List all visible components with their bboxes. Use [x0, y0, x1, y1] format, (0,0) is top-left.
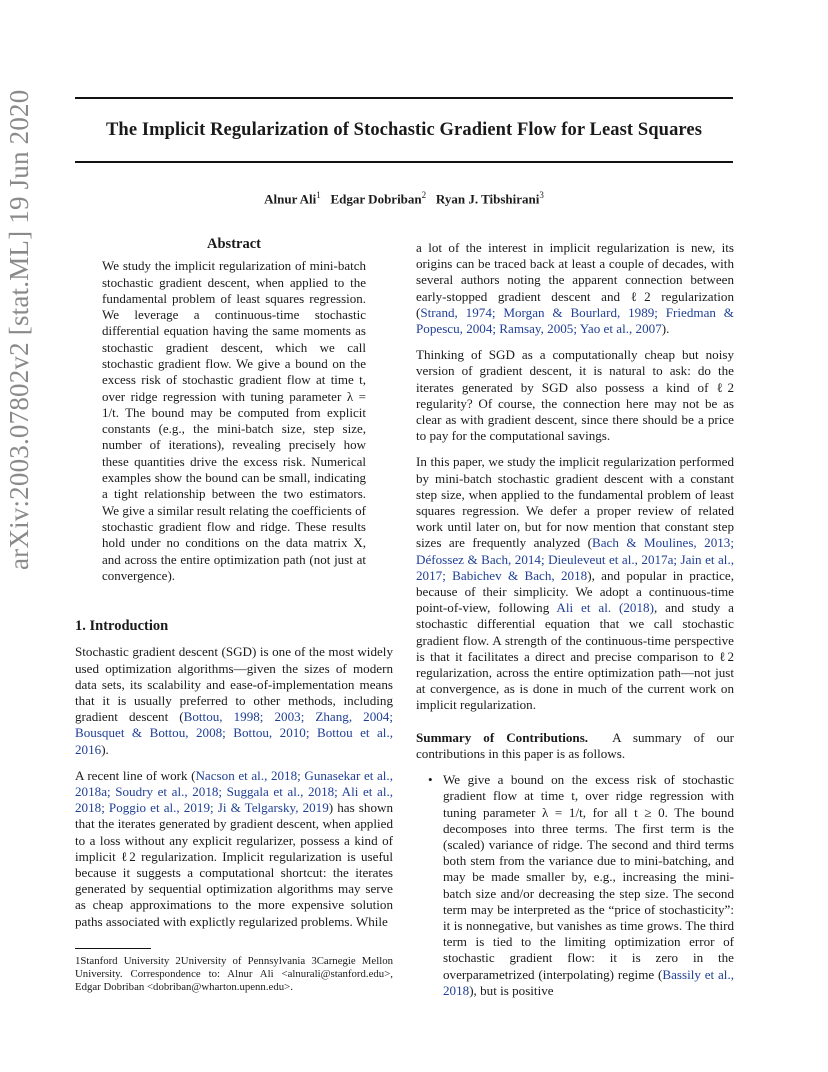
citation-link[interactable]: Strand, 1974; Morgan & Bourlard, 1989; Friedman & Popescu, 2004; Ramsay, 2005; Yao et al., 2007 — [416, 304, 734, 337]
body-paragraph: In this paper, we study the implicit regularization performed by mini-batch stochastic gradient descent with a constant step size, when applied to the fundamental problem of least squares regression. We defer a proper review of related work until later on, but for now mention that constant step sizes are frequently analyzed (Bach & Moulines, 2013; Défossez & Bach, 2014; Dieuleveut et al., 2017a; Jain et al., 2017; Babichev & Bach, 2018), and popular in practice, because of their simplicity. We adopt a continuous-time point-of-view, following Ali et al. (2018), and study a stochastic differential equation that we call stochastic gradient flow. A strength of the continuous-time perspective is that it facilitates a direct and precise comparison to ℓ2 regularization, across the entire optimization path—not just at convergence, as is done in much of the current work on implicit regularization. — [416, 454, 734, 713]
citation-link[interactable]: Ali et al. (2018) — [556, 600, 654, 616]
arxiv-stamp: arXiv:2003.07802v2 [stat.ML] 19 Jun 2020 — [4, 89, 34, 570]
list-item: • We give a bound on the excess risk of stochastic gradient flow at time t, over ridge regression with tuning parameter λ = 1/t, for all t ≥ 0. The bound decomposes into three terms. The first term is the (scaled) variance of ridge. The second and third terms both stem from the variance due to mini-batching, and may be made smaller by, e.g., increasing the mini-batch size and/or decreasing the step size. The second term may be interpreted as the “price of stochasticity”: it is nonnegative, but vanishes as time grows. The third term is tied to the limiting optimization error of stochastic gradient flow: it is zero in the overparametrized (interpolating) regime (Bassily et al., 2018), but is positive — [416, 772, 734, 999]
summary-paragraph: Summary of Contributions. A summary of our contributions in this paper is as follows. — [416, 729, 735, 761]
author-affiliation-mark: 2 — [421, 190, 427, 200]
contributions-list — [416, 772, 734, 999]
footnote-rule — [75, 948, 151, 949]
citation-link[interactable]: Bottou, 1998; 2003; Zhang, 2004; Bousquet & Bottou, 2008; Bottou, 2010; Bottou et al., 2016 — [75, 709, 393, 757]
citation-link[interactable]: Bach & Moulines, 2013; Défossez & Bach, 2014; Dieuleveut et al., 2017a; Jain et al., 2017; Babichev & Bach, 2018 — [416, 535, 734, 583]
abstract-heading: Abstract — [207, 236, 261, 252]
abstract-text: We study the implicit regularization of mini-batch stochastic gradient descent, when applied to the fundamental problem of least squares regression. We leverage a continuous-time stochastic differential equation having the same moments as stochastic gradient descent, which we call stochastic gradient flow. We give a bound on the excess risk of stochastic gradient flow at time t, over ridge regression with tuning parameter λ = 1/t. The bound may be computed from explicit constants (e.g., the mini-batch size, step size, number of iterations), revealing precisely how these quantities drive the excess risk. Numerical examples show the bound can be small, indicating a tight relationship between the two estimators. We give a similar result relating the coefficients of stochastic gradient flow and ridge. These results hold under no conditions on the data matrix X, and across the entire optimization path (not just at convergence). — [102, 258, 366, 583]
left-column — [75, 236, 393, 995]
author-list — [75, 190, 733, 207]
section-heading-introduction: 1. Introduction — [75, 618, 169, 635]
author-affiliation-mark: 3 — [539, 190, 544, 200]
body-paragraph: Thinking of SGD as a computationally cheap but noisy version of gradient descent, it is natural to ask: do the iterates generated by SGD also possess a kind of ℓ2 regularity? Of course, the connection here may not be as clear as with gradient descent, since there should be a price to pay for the computational savings. — [416, 347, 734, 444]
title-rule — [75, 161, 733, 163]
body-paragraph: a lot of the interest in implicit regularization is new, its origins can be traced back at least a couple of decades, with several authors noting the apparent connection between early-stopped gradient descent and ℓ2 regularization (Strand, 1974; Morgan & Bourlard, 1989; Friedman & Popescu, 2004; Ramsay, 2005; Yao et al., 2007). — [416, 240, 734, 337]
summary-heading: Summary of Contributions. — [416, 729, 589, 745]
top-rule — [75, 97, 733, 99]
intro-paragraph: A recent line of work (Nacson et al., 2018; Gunasekar et al., 2018a; Soudry et al., 2018; Suggala et al., 2018; Ali et al., 2018; Poggio et al., 2019; Ji & Telgarsky, 2019) has shown that the iterates generated by gradient descent, when applied to a loss without any explicit regularizer, possess a kind of implicit ℓ2 regularization. Implicit regularization is useful because it suggests a computational shortcut: the iterates generated by sequential optimization algorithms may serve as cheap approximations to the more expensive solution paths associated with explictly regularized problems. While — [75, 767, 393, 929]
paper-title: The Implicit Regularization of Stochastic Gradient Flow for Least Squares — [105, 120, 703, 140]
affiliation-footnote: 1Stanford University 2University of Pennsylvania 3Carnegie Mellon University. Correspondence to: Alnur Ali <alnurali@stanford.edu>, Edgar Dobriban <dobriban@wharton.upenn.edu>. — [75, 954, 393, 994]
citation-link[interactable]: Bassily et al., 2018 — [443, 966, 734, 998]
author-name: Edgar Dobriban — [330, 191, 422, 207]
right-column — [416, 240, 734, 999]
author-name: Alnur Ali — [264, 191, 317, 207]
intro-paragraph: Stochastic gradient descent (SGD) is one of the most widely used optimization algorithms—given the sizes of modern data sets, its scalability and ease-of-implementation means that it is usually preferred to other methods, including gradient descent (Bottou, 1998; 2003; Zhang, 2004; Bousquet & Bottou, 2008; Bottou, 2010; Bottou et al., 2016). — [75, 644, 393, 757]
author-affiliation-mark: 1 — [316, 190, 321, 200]
author-name: Ryan J. Tibshirani — [435, 191, 540, 207]
citation-link[interactable]: Nacson et al., 2018; Gunasekar et al., 2018a; Soudry et al., 2018; Suggala et al., 2018; Ali et al., 2018; Poggio et al., 2019; Ji & Telgarsky, 2019 — [75, 767, 393, 816]
